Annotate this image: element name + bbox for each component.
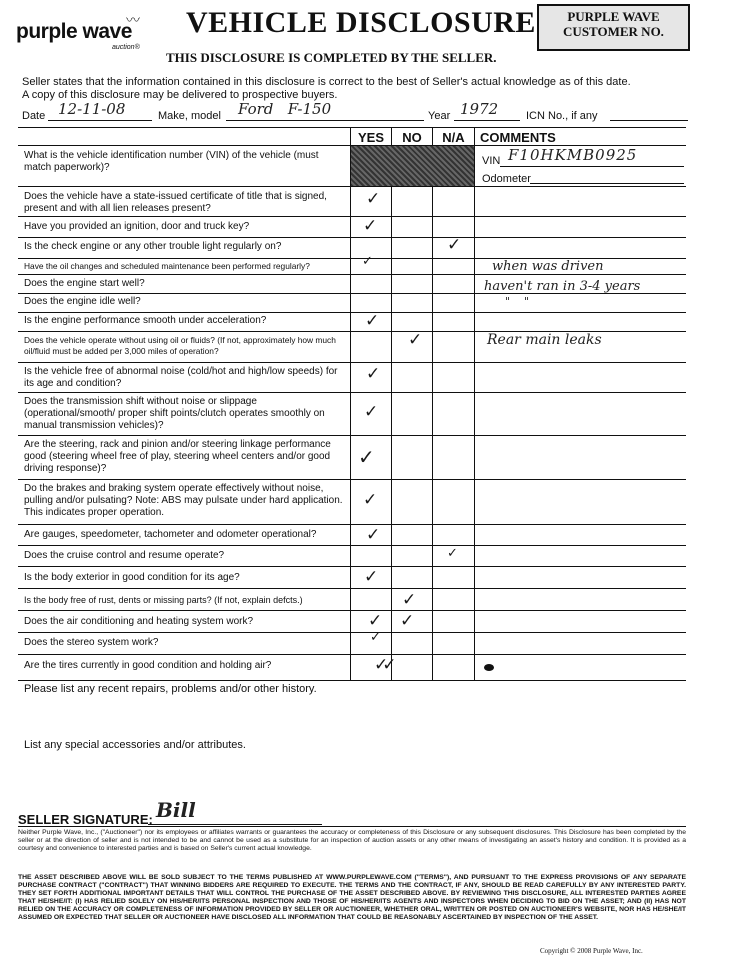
question-oil-changes: Have the oil changes and scheduled maintenance been performed regularly? (24, 261, 310, 271)
question-rust-dents: Is the body free of rust, dents or missing parts? (If not, explain defcts.) (24, 595, 303, 605)
col-divider-no (391, 127, 392, 680)
check-steering-yes[interactable]: ✓ (358, 445, 375, 469)
intro-line2: A copy of this disclosure may be delivered to prospective buyers. (22, 89, 338, 101)
row-divider (18, 216, 686, 217)
row-divider (18, 435, 686, 436)
question-transmission: Does the transmission shift without noise or slippage (operational/smooth/ proper shift points/clutch operates smoothly on manual transmission vehicles)? (24, 396, 325, 431)
disclaimer-text: Neither Purple Wave, Inc., ("Auctioneer") nor its employees or affiliates warrants or guarantees the accuracy or completeness of this Disclosure or any subsequent disclosures. This Disclosure has been completed by the seller or at the direction of seller and is not intended to be and cannot be used as a substitute for an inspection of auction assets or any other means of investigating an asset's history and condition. It is provided as a courtesy and convenience to interested parties and is based on Seller's current actual knowledge. (18, 829, 686, 852)
question-gauges: Are gauges, speedometer, tachometer and odometer operational? (24, 529, 317, 540)
check-stereo-yes[interactable]: ✓ (370, 630, 381, 645)
date-label: Date (22, 110, 46, 122)
icn-label: ICN No., if any (526, 110, 598, 122)
check-oil-changes-yes[interactable]: ✓ (362, 254, 373, 269)
row-divider (18, 524, 686, 525)
col-divider-na (432, 127, 433, 680)
logo-subtext: auction® (112, 44, 140, 51)
row-divider (18, 654, 686, 655)
repairs-label: Please list any recent repairs, problems and/or other history. (24, 683, 317, 695)
check-brakes-yes[interactable]: ✓ (363, 490, 378, 510)
odometer-field[interactable] (530, 170, 684, 184)
row-divider (18, 237, 686, 238)
row-divider (18, 312, 686, 313)
question-brakes: Do the brakes and braking system operate effectively without noise, pulling and/or pulsating? Note: ABS may pulsate under hard application. This indicates proper operation. (24, 483, 343, 518)
check-cruise-na[interactable]: ✓ (447, 546, 458, 561)
terms-text: THE ASSET DESCRIBED ABOVE WILL BE SOLD SUBJECT TO THE TERMS PUBLISHED AT WWW.PURPLEWAVE.COM ("TERMS"), AND PURSUANT TO THE EXPRESS PROVISIONS OF ANY SEPARATE PURCHASE CONTRACT ("CONTRACT") THAT WINNING BIDDERS ARE REQUIRED TO EXECUTE. THE TERMS AND THE CONTRACT, IF ANY, SHOULD BE READ CAREFULLY BY ANY INTERESTED PARTY. THEY SET FORTH ADDITIONAL IMPORTANT DETAILS THAT WILL CONTROL THE PURCHASE OF THE ASSET DESCRIBED ABOVE. BY REVIEWING THIS DISCLOSURE, ALL INTERESTED PARTIES AGREE THAT HE/SHE/IT: (I) HAS RELIED SOLELY ON HIS/HER/ITS PERSONAL INSPECTION AND THOSE OF HIS/HER/ITS AGENTS AND INSPECTORS WHEN DECIDING TO BID ON THE ASSET; AND (II) HAS NOT RELIED ON THE ACCURACY OR COMPLETENESS OF INFORMATION PROVIDED BY SELLER OR AUCTIONEER, WHETHER ORAL, WRITTEN OR POSTED ON AUCTIONEER'S WEBSITE, NOR HAS HE/SHE/IT ASSUMED OR EXPECTED THAT SELLER OR AUCTIONEER HAVE DISCLOSED ALL INFORMATION THAT COULD BE REASONABLY ASCERTAINED BY INSPECTION OF THE ASSET. (18, 874, 686, 921)
row-divider (18, 186, 686, 187)
col-header-yes: YES (357, 130, 384, 145)
col-header-no: NO (402, 130, 422, 145)
question-engine-start: Does the engine start well? (24, 278, 145, 289)
check-tires-double[interactable]: ✓✓ (374, 655, 391, 675)
question-keys: Have you provided an ignition, door and truck key? (24, 221, 250, 232)
vin-label: VIN (482, 155, 501, 167)
make-field[interactable] (226, 100, 424, 121)
date-field[interactable] (48, 100, 152, 121)
question-stereo: Does the stereo system work? (24, 637, 159, 648)
question-cruise-control: Does the cruise control and resume operate? (24, 550, 225, 561)
year-label: Year (428, 110, 451, 122)
make-label: Make, model (158, 110, 221, 122)
check-fluids-no[interactable]: ✓ (408, 330, 423, 350)
question-vin: What is the vehicle identification number (VIN) of the vehicle (must match paperwork)? (24, 150, 319, 173)
customer-box-line1: PURPLE WAVE (567, 9, 660, 24)
signature-rule (18, 826, 686, 827)
question-body-exterior: Is the body exterior in good condition for its age? (24, 572, 240, 583)
check-title-yes[interactable]: ✓ (366, 189, 381, 209)
logo-swoosh-icon: 〰 (126, 12, 140, 28)
col-header-comments: COMMENTS (480, 130, 556, 145)
row-divider (18, 274, 686, 275)
page-title: VEHICLE DISCLOSURE (186, 6, 536, 39)
comment-fluids: Rear main leaks (487, 332, 602, 348)
row-divider (18, 392, 686, 393)
col-divider-comments (474, 127, 475, 680)
comment-idle: " " (505, 295, 530, 308)
make-value: Ford F-150 (238, 100, 332, 118)
vin-value: F10HKMB0925 (508, 146, 638, 164)
accessories-label: List any special accessories and/or attributes. (24, 739, 246, 751)
question-check-engine: Is the check engine or any other trouble light regularly on? (24, 241, 282, 252)
signature-value: Bill (156, 798, 196, 822)
row-divider (18, 479, 686, 480)
question-engine-idle: Does the engine idle well? (24, 296, 141, 307)
question-air-conditioning: Does the air conditioning and heating system work? (24, 616, 254, 627)
row-divider (18, 610, 686, 611)
row-divider (18, 588, 686, 589)
row-divider (18, 362, 686, 363)
question-tires: Are the tires currently in good condition and holding air? (24, 660, 272, 671)
col-header-na: N/A (442, 130, 465, 145)
copyright: Copyright © 2008 Purple Wave, Inc. (540, 947, 643, 955)
check-transmission-yes[interactable]: ✓ (364, 402, 379, 422)
ink-blot (484, 664, 494, 671)
question-oil-fluids: Does the vehicle operate without using oil or fluids? (If not, approximately how much oil/fluid must be added per 3,000 miles of operation? (24, 335, 336, 356)
logo-text: purple wave (16, 20, 132, 43)
comment-oil: when was driven (492, 259, 604, 274)
check-noise-yes[interactable]: ✓ (366, 364, 381, 384)
question-engine-performance: Is the engine performance smooth under acceleration? (24, 315, 267, 326)
question-title: Does the vehicle have a state-issued certificate of title that is signed, present and with all lien releases present? (24, 191, 327, 214)
check-gauges-yes[interactable]: ✓ (366, 525, 381, 545)
logo (16, 12, 156, 56)
odometer-label: Odometer (482, 173, 531, 185)
repairs-area[interactable] (18, 698, 686, 734)
accessories-area[interactable] (18, 754, 686, 794)
row-divider (18, 545, 686, 546)
row-divider (18, 566, 686, 567)
intro-line1: Seller states that the information contained in this disclosure is correct to the best of Seller's actual knowledge as of this date. (22, 76, 631, 88)
vin-row-shading (351, 146, 474, 186)
comment-start: haven't ran in 3-4 years (484, 279, 641, 294)
icn-field[interactable] (610, 104, 688, 121)
check-body-exterior-yes[interactable]: ✓ (364, 567, 379, 587)
date-value: 12-11-08 (58, 100, 126, 118)
check-rust-no[interactable]: ✓ (402, 590, 417, 610)
col-divider-yes (350, 127, 351, 680)
year-field[interactable] (454, 100, 520, 121)
question-steering: Are the steering, rack and pinion and/or steering linkage performance good (steering wheel free of play, steering wheel centers and/or good driving response)? (24, 439, 331, 474)
question-abnormal-noise: Is the vehicle free of abnormal noise (cold/hot and high/low speeds) for its age and condition? (24, 366, 338, 389)
row-divider (18, 632, 686, 633)
customer-box-line2: CUSTOMER NO. (563, 24, 664, 39)
check-ac-yes[interactable]: ✓ (368, 611, 383, 631)
page-subtitle: THIS DISCLOSURE IS COMPLETED BY THE SELLER. (166, 50, 497, 65)
row-divider (18, 680, 686, 681)
signature-label: SELLER SIGNATURE: (18, 812, 153, 827)
year-value: 1972 (460, 100, 499, 118)
check-ac-no[interactable]: ✓ (400, 611, 415, 631)
check-keys-yes[interactable]: ✓ (363, 216, 378, 236)
intro-text (22, 76, 702, 102)
check-engine-light-na[interactable]: ✓ (447, 235, 462, 255)
check-performance-yes[interactable]: ✓ (365, 311, 380, 331)
table-border-top (18, 127, 686, 128)
vin-field[interactable] (500, 146, 684, 167)
customer-number-box[interactable] (537, 4, 690, 51)
signature-field[interactable] (148, 798, 322, 825)
